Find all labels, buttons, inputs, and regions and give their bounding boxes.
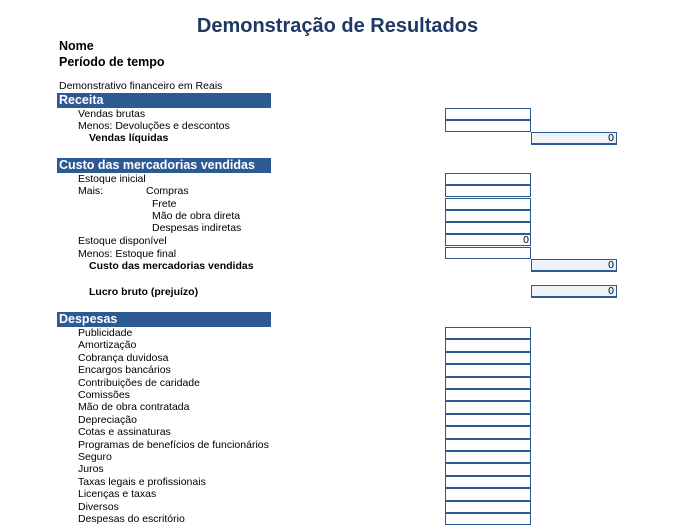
direct-labor-input[interactable]	[445, 210, 531, 222]
expense-item-input[interactable]	[445, 488, 531, 500]
expense-item-input[interactable]	[445, 339, 531, 351]
expenses-header: Despesas	[57, 312, 271, 327]
cogs-total-label: Custo das mercadorias vendidas	[89, 260, 254, 272]
expense-item-input[interactable]	[445, 513, 531, 525]
expense-item-label: Juros	[78, 463, 104, 476]
expense-item-label: Seguro	[78, 451, 112, 463]
expense-item-label: Licenças e taxas	[78, 488, 157, 501]
cogs-total: 0	[531, 259, 617, 272]
expense-item-input[interactable]	[445, 501, 531, 513]
expense-item-label: Cobrança duvidosa	[78, 351, 169, 364]
expense-item-input[interactable]	[445, 451, 531, 463]
gross-sales-input[interactable]	[445, 108, 531, 120]
expense-item-label: Diversos	[78, 500, 119, 513]
expense-item-input[interactable]	[445, 439, 531, 451]
expense-item-input[interactable]	[445, 327, 531, 339]
expense-item-label: Cotas e assinaturas	[78, 426, 171, 439]
expense-item-input[interactable]	[445, 401, 531, 413]
expense-item-input[interactable]	[445, 364, 531, 376]
indirect-expenses-label: Despesas indiretas	[152, 222, 242, 234]
net-sales-label: Vendas líquidas	[89, 132, 169, 144]
expense-item-input[interactable]	[445, 463, 531, 475]
expense-item-label: Despesas do escritório	[78, 513, 185, 525]
expense-item-input[interactable]	[445, 414, 531, 426]
cogs-header: Custo das mercadorias vendidas	[57, 158, 271, 173]
expense-item-label: Contribuições de caridade	[78, 376, 200, 389]
expense-item-input[interactable]	[445, 476, 531, 488]
expense-item-label: Taxas legais e profissionais	[78, 475, 206, 488]
expense-item-label: Comissões	[78, 389, 130, 401]
revenue-header: Receita	[57, 93, 271, 108]
period-label: Período de tempo	[59, 55, 165, 69]
expense-item-input[interactable]	[445, 426, 531, 438]
expense-item-label: Programas de benefícios de funcionários	[78, 438, 269, 451]
expense-item-label: Depreciação	[78, 413, 137, 426]
final-inventory-label: Menos: Estoque final	[78, 248, 177, 260]
returns-input[interactable]	[445, 120, 531, 132]
gross-sales-label: Vendas brutas	[78, 108, 146, 120]
freight-label: Frete	[152, 198, 177, 210]
expense-item-label: Publicidade	[78, 327, 133, 339]
freight-input[interactable]	[445, 198, 531, 210]
name-label: Nome	[59, 39, 94, 53]
expense-item-label: Encargos bancários	[78, 364, 171, 377]
purchases-label: Compras	[146, 185, 189, 197]
expense-item-label: Amortização	[78, 339, 137, 352]
initial-inventory-input[interactable]	[445, 173, 531, 185]
expense-item-input[interactable]	[445, 352, 531, 364]
expense-item-input[interactable]	[445, 377, 531, 389]
direct-labor-label: Mão de obra direta	[152, 210, 241, 222]
currency-note: Demonstrativo financeiro em Reais	[59, 80, 223, 92]
initial-inventory-label: Estoque inicial	[78, 173, 146, 185]
gross-profit-total: 0	[531, 285, 617, 298]
gross-profit-label: Lucro bruto (prejuízo)	[89, 286, 199, 298]
net-sales-total: 0	[531, 132, 617, 145]
plus-label: Mais:	[78, 185, 104, 197]
final-inventory-input[interactable]	[445, 247, 531, 259]
page-title: Demonstração de Resultados	[196, 15, 479, 37]
indirect-expenses-input[interactable]	[445, 222, 531, 234]
returns-label: Menos: Devoluções e descontos	[78, 120, 230, 132]
purchases-input[interactable]	[445, 185, 531, 197]
expense-item-label: Mão de obra contratada	[78, 401, 190, 414]
expense-item-input[interactable]	[445, 389, 531, 401]
available-inventory-label: Estoque disponível	[78, 235, 167, 247]
available-inventory-value: 0	[445, 234, 531, 246]
